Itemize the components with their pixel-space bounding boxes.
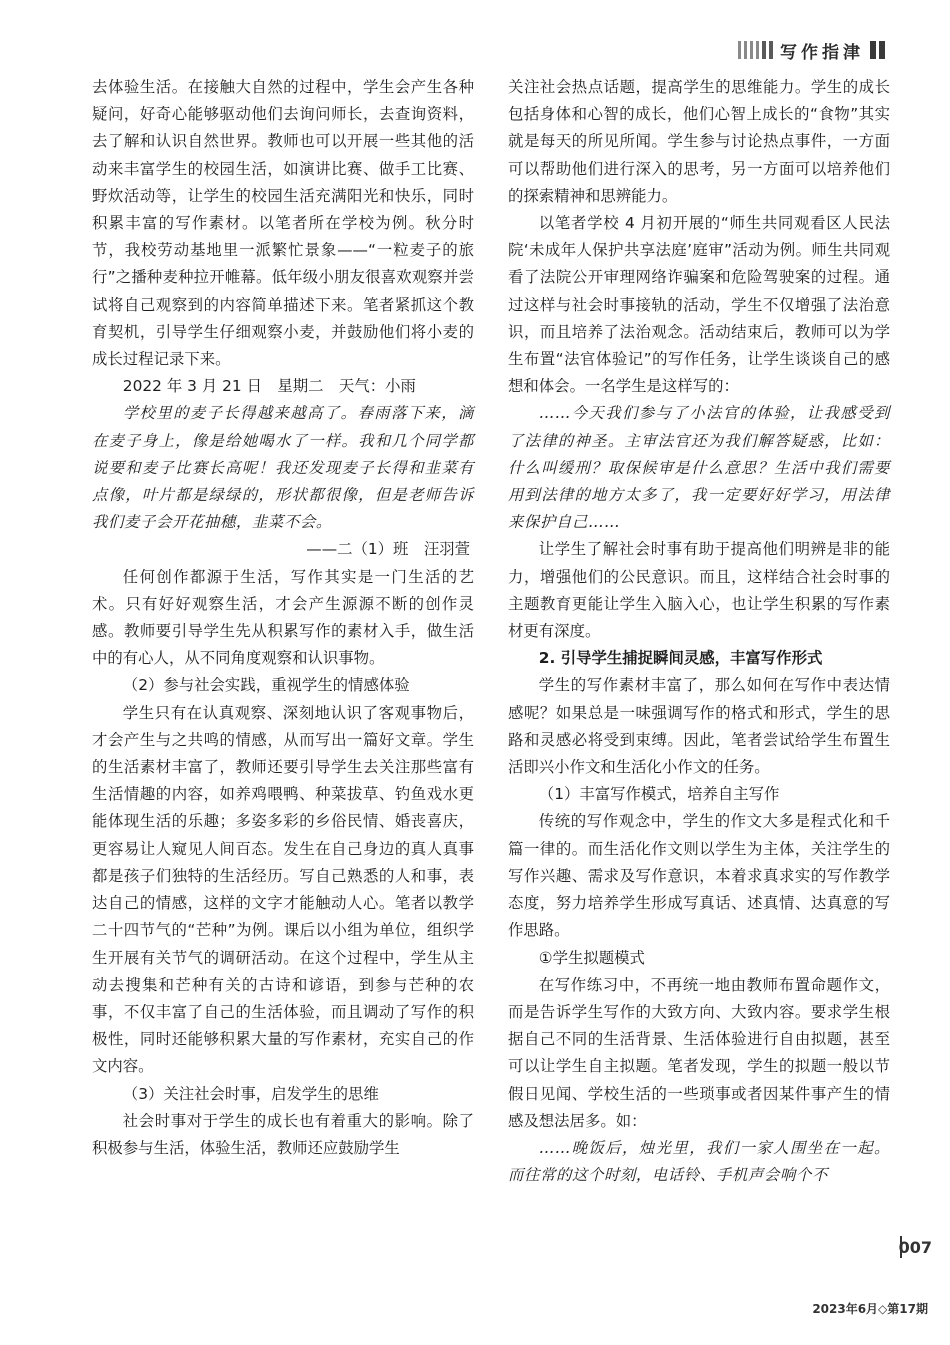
section-title: 写作指津 xyxy=(780,42,864,63)
section-heading: 2. 引导学生捕捉瞬间灵感，丰富写作形式 xyxy=(538,649,823,668)
header-decoration-bars-left xyxy=(738,41,776,59)
subheading: （3）关注社会时事，启发学生的思维 xyxy=(122,1084,379,1103)
right-column xyxy=(508,74,890,1189)
paragraph: 2022 年 3 月 21 日 星期二 天气：小雨 xyxy=(122,377,416,396)
paragraph: 学生的写作素材丰富了，那么如何在写作中表达情感呢？如果总是一味强调写作的格式和形式，学生的思路和灵感必将受到束缚。因此，笔者尝试给学生布置生活即兴小作文和生活化小作文的任务。 xyxy=(508,676,890,777)
subheading: ①学生拟题模式 xyxy=(538,948,645,967)
paragraph: 在写作练习中，不再统一地由教师布置命题作文，而是告诉学生写作的大致方向、大致内容。要求学生根据自己不同的生活背景、生活体验进行自由拟题，甚至可以让学生自主拟题。笔者发现，学生的拟题一般以节假日见闻、学校生活的一些琐事或者因某件事产生的情感及想法居多。如： xyxy=(508,975,890,1130)
left-column xyxy=(92,74,474,1162)
paragraph: 以笔者学校 4 月初开展的“师生共同观看区人民法院‘未成年人保护共享法庭’庭审”活动为例。师生共同观看了法院公开审理网络诈骗案和危险驾驶案的过程。通过这样与社会时事接轨的活动，学生不仅增强了法治意识，而且培养了法治观念。活动结束后，教师可以为学生布置“法官体验记”的写作任务，让学生谈谈自己的感想和体会。一名学生是这样写的： xyxy=(508,214,890,396)
paragraph: 让学生了解社会时事有助于提高他们明辨是非的能力，增强他们的公民意识。而且，这样结合社会时事的主题教育更能让学生入脑入心，也让学生积累的写作素材更有深度。 xyxy=(508,540,890,641)
subheading: （1）丰富写作模式，培养自主写作 xyxy=(538,785,780,804)
paragraph: 去体验生活。在接触大自然的过程中，学生会产生各种疑问，好奇心能够驱动他们去询问师长，去查询资料，去了解和认识自然世界。教师也可以开展一些其他的活动来丰富学生的校园生活，如演讲比赛、做手工比赛、野炊活动等，让学生的校园生活充满阳光和快乐，同时积累丰富的写作素材。以笔者所在学校为例。秋分时节，我校劳动基地里一派繁忙景象——“一粒麦子的旅行”之播种麦种拉开帷幕。低年级小朋友很喜欢观察并尝试将自己观察到的内容简单描述下来。笔者紧抓这个教育契机，引导学生仔细观察小麦，并鼓励他们将小麦的成长过程记录下来。 xyxy=(92,78,474,369)
student-excerpt: ……今天我们参与了小法官的体验，让我感受到了法律的神圣。主审法官还为我们解答疑惑，比如：什么叫缓刑？取保候审是什么意思？生活中我们需要用到法律的地方太多了，我一定要好好学习，用法律来保护自己…… xyxy=(508,404,890,532)
issue-info: 2023年6月◇第17期 xyxy=(812,1302,928,1316)
excerpt-signature: ——二（1）班 汪羽萱 xyxy=(306,540,470,559)
student-excerpt: ……晚饭后，烛光里，我们一家人围坐在一起。而往常的这个时刻，电话铃、手机声会响个不 xyxy=(508,1138,890,1185)
page-header xyxy=(738,38,888,62)
paragraph: 传统的写作观念中，学生的作文大多是程式化和千篇一律的。而生活化作文则以学生为主体，关注学生的写作兴趣、需求及写作意识，本着求真求实的写作教学态度，努力培养学生形成写真话、述真情、达真意的写作思路。 xyxy=(508,812,890,940)
paragraph: 任何创作都源于生活，写作其实是一门生活的艺术。只有好好观察生活，才会产生源源不断的创作灵感。教师要引导学生先从积累写作的素材入手，做生活中的有心人，从不同角度观察和认识事物。 xyxy=(92,567,474,668)
paragraph: 关注社会热点话题，提高学生的思维能力。学生的成长包括身体和心智的成长，他们心智上成长的“食物”其实就是每天的所见所闻。学生参与讨论热点事件，一方面可以帮助他们进行深入的思考，另一方面可以培养他们的探索精神和思辨能力。 xyxy=(508,78,890,205)
paragraph: 学生只有在认真观察、深刻地认识了客观事物后，才会产生与之共鸣的情感，从而写出一篇好文章。学生的生活素材丰富了，教师还要引导学生去关注那些富有生活情趣的内容，如养鸡喂鸭、种菜拔草、钓鱼戏水更能体现生活的乐趣；多姿多彩的乡俗民情、婚丧喜庆，更容易让人窥见人间百态。发生在自己身边的真人真事都是孩子们独特的生活经历。写自己熟悉的人和事，表达自己的情感，这样的文字才能触动人心。笔者以教学二十四节气的“芒种”为例。课后以小组为单位，组织学生开展有关节气的调研活动。在这个过程中，学生从主动去搜集和芒种有关的古诗和谚语，到参与芒种的农事，不仅丰富了自己的生活体验，而且调动了写作的积极性，同时还能够积累大量的写作素材，充实自己的作文内容。 xyxy=(92,703,474,1076)
subheading: （2）参与社会实践，重视学生的情感体验 xyxy=(122,676,410,695)
paragraph: 社会时事对于学生的成长也有着重大的影响。除了积极参与生活，体验生活，教师还应鼓励学生 xyxy=(92,1111,474,1157)
student-excerpt: 学校里的麦子长得越来越高了。春雨落下来，滴在麦子身上，像是给她喝水了一样。我和几个同学都说要和麦子比赛长高呢！我还发现麦子长得和韭菜有点像，叶片都是绿绿的，形状都很像，但是老师告诉我们麦子会开花抽穗，韭菜不会。 xyxy=(92,404,474,532)
header-decoration-bars-right xyxy=(870,41,888,59)
page-number: 007 xyxy=(898,1238,932,1257)
